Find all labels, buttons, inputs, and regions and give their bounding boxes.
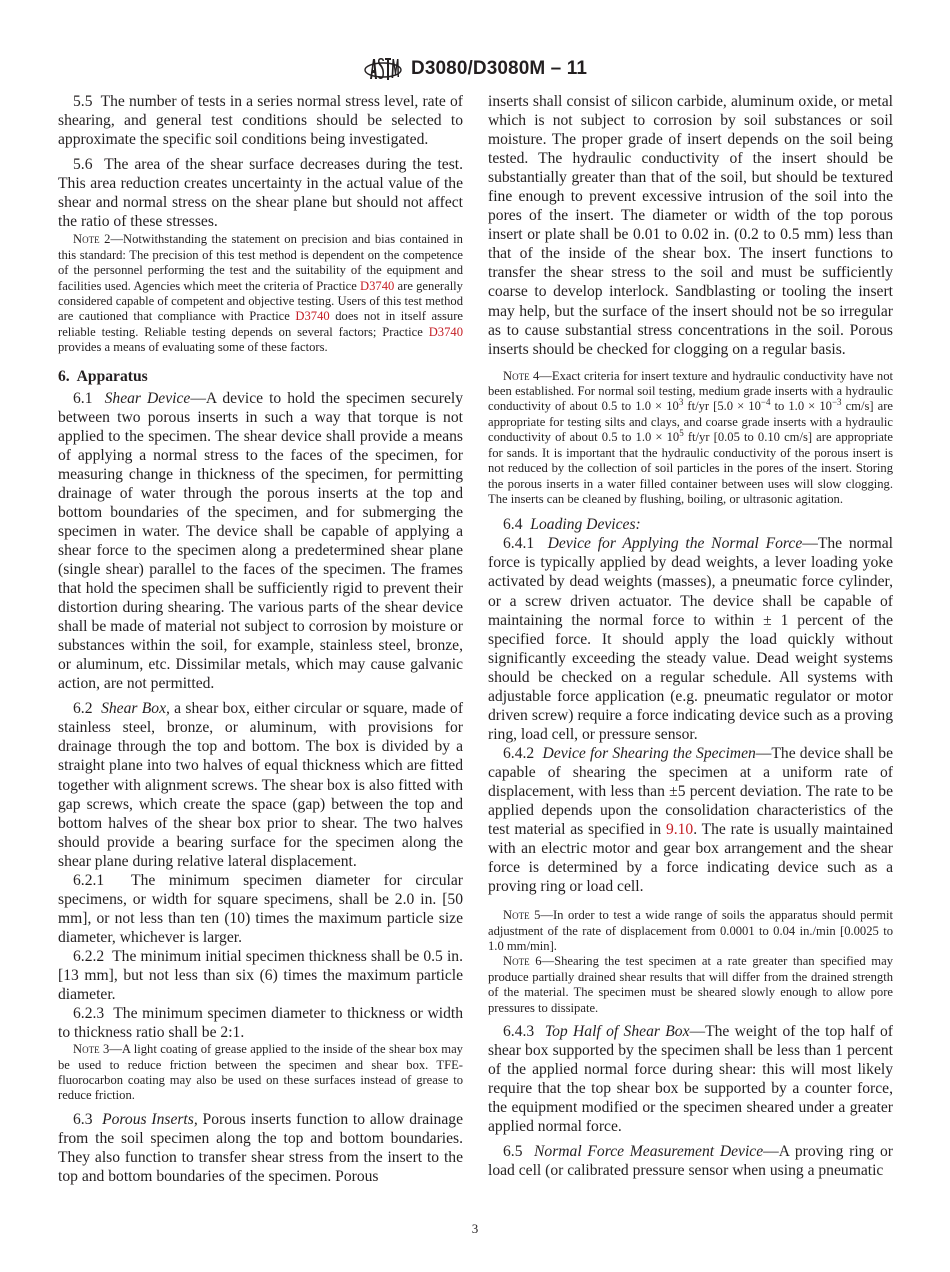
section-title: Loading Devices: — [530, 516, 641, 534]
note-text: provides a means of evaluating some of these factors. — [58, 340, 328, 355]
section-text: a shear box, either circular or square, made of stainless steel, bronze, or aluminum, with provisions for drainage through the top and bottom. The box is divided by a straight plane into two halves of equal thickness which are fitted together with alignment screws. The shear box is also fitted with gap screws, which create the space (gap) between the top and bottom halves of the shear box prior to shear. The two halves should provide a bearing surface for the specimen along the shear plane during relative lateral displacement. — [58, 700, 464, 870]
exponent: 3 — [678, 397, 684, 408]
section-title: Porous Inserts, — [102, 1110, 198, 1128]
section-6-4 — [488, 515, 893, 534]
section-number: 6.2.3 — [73, 1005, 105, 1023]
note-text: cm/s] are appropriate for testing silts and clays, and coarse grade inserts with a hydraulic conductivity of about 0.5 to 1.0 × 10 — [488, 399, 894, 445]
note-text: —Notwithstanding the statement on precision and bias contained in this standard: The precision of this test method is dependent on the competence of the personnel performing the test and the suitability of the equipment and facilities used. Agencies which meet the criteria of Practice — [58, 232, 463, 293]
section-number: 6.2 — [73, 700, 93, 718]
section-title: Top Half of Shear Box — [544, 1023, 690, 1041]
astm-logo-icon — [363, 53, 403, 85]
section-6-1 — [58, 389, 463, 694]
note-2 — [58, 232, 463, 355]
link-d3740[interactable]: D3740 — [428, 324, 463, 339]
link-d3740[interactable]: D3740 — [295, 309, 330, 324]
section-title: Device for Shearing the Specimen — [542, 744, 756, 762]
link-d3740[interactable]: D3740 — [360, 278, 395, 293]
section-6-4-1 — [488, 534, 893, 744]
note-label: Note 2 — [73, 232, 111, 247]
exponent: 5 — [679, 428, 684, 439]
note-text: —In order to test a wide range of soils the apparatus should permit adjustment of the rate of displacement from 0.0001 to 0.04 in./min [0.0025 to 1.0 mm/min]. — [488, 908, 893, 954]
note-text: —Shearing the test specimen at a rate greater than specified may produce partially drained shear results that will differ from the drained strength of the material. The specimen must be sheared slowly enough to allow pore pressures to dissipate. — [488, 954, 893, 1015]
exponent: −3 — [831, 397, 842, 408]
section-6-3 — [58, 1110, 463, 1186]
section-text: The minimum initial specimen thickness shall be 0.5 in. [13 mm], but not less than six (6) times the maximum particle diameter. — [58, 947, 464, 1004]
section-6-heading — [58, 367, 463, 387]
section-number: 5.6 — [73, 156, 93, 174]
note-text: are generally considered capable of competent and objective testing. Users of this test method are cautioned that compliance with Practice — [58, 278, 463, 324]
note-5 — [488, 908, 893, 954]
section-text: —A device to hold the specimen securely between two porous inserts in such a way that torque is not applied to the specimen. The shear device shall provide a means of applying a normal stress to the faces of the specimen, for measuring change in thickness of the specimen, for permitting drainage of water through the porous inserts at the top and bottom boundaries of the specimen, and for submerging the specimen in water. The device shall be capable of applying a shear force to the specimen along a predetermined shear plane (single shear) parallel to the faces of the specimen. The frames that hold the specimen shall be sufficiently rigid to prevent their distortion during shearing. The various parts of the shear device shall be made of material not subject to corrosion by moisture or substances within the soil, for example, stainless steel, bronze, or aluminum, etc. Dissimilar metals, which may cause galvanic action, are not permitted. — [58, 389, 464, 693]
note-label: Note 5 — [503, 908, 541, 923]
section-number: 6.4.1 — [503, 535, 535, 553]
section-text: The minimum specimen diameter for circular specimens, or width for square specimens, shall be 2.0 in. [50 mm], or not less than ten (10) times the maximum particle size diameter, whichever is larger. — [58, 871, 463, 946]
note-text: ft/yr [5.0 × 10 — [683, 399, 761, 414]
section-5-5 — [58, 92, 463, 149]
section-title: Device for Applying the Normal Force — [547, 535, 803, 553]
section-number: 6.4.3 — [503, 1023, 535, 1041]
right-column — [488, 92, 893, 1180]
section-text: The number of tests in a series normal stress level, rate of shearing, and general test conditions should be selected to approximate the specific soil conditions being investigated. — [58, 93, 464, 149]
section-number: 6.4 — [503, 516, 523, 534]
section-text: Porous inserts function to allow drainage from the soil specimen along the top and bottom boundaries. They also function to transfer shear stress from the insert to the top and bottom boundaries of the specimen. Porous — [58, 1110, 463, 1185]
section-title: Shear Device — [104, 389, 191, 407]
section-text: The minimum specimen diameter to thickness or width to thickness ratio shall be 2:1. — [58, 1005, 463, 1042]
section-text: —The normal force is typically applied by dead weights, a lever loading yoke activated by dead weights (masses), a pneumatic force cylinder, or a screw driven actuator. The device shall be capable of maintaining the normal force to within ± 1 percent of the specified force. It should apply the load quickly without significantly exceeding the steady value. Dead weight systems should be checked on a regular schedule. All systems with adjustable force application (e.g. pneumatic regulator or motor driven screw) require a force indicating device such as a proving ring, load cell, or pressure sensor. — [488, 535, 893, 743]
section-number: 6.4.2 — [503, 744, 535, 762]
section-text: The area of the shear surface decreases during the test. This area reduction creates uncertainty in the actual value of the shear and normal stress on the shear plane but should not affect the ratio of these stresses. — [58, 156, 463, 231]
section-text: —A proving ring or load cell (or calibrated pressure sensor when using a pneumatic — [488, 1143, 893, 1180]
note-text: —Exact criteria for insert texture and hydraulic conductivity have not been established. For normal soil testing, medium grade inserts with a hydraulic conductivity of about 0.5 to 1.0 × 10 — [488, 368, 893, 414]
section-6-4-3 — [488, 1022, 893, 1136]
section-5-6 — [58, 155, 463, 231]
section-text: inserts shall consist of silicon carbide, aluminum oxide, or metal which is not subject to corrosion by soil substances or soil moisture. The proper grade of insert depends on the soil being tested. The hydraulic conductivity of the insert should be substantially greater than that of the soil, but should be textured fine enough to prevent excessive intrusion of the soil into the pores of the insert. The diameter or width of the top porous insert or plate shall be 0.01 to 0.02 in. (0.2 to 0.5 mm) less than that of the inside of the shear box. The insert functions to transfer the shear stress to the soil and must be sufficiently coarse to develop interlock. Sandblasting or tooling the insert may help, but the surface of the insert should not be so irregular as to cause substantial stress concentrations in the soil. Porous inserts should be checked for clogging on a regular basis. — [488, 93, 893, 358]
section-title: Normal Force Measurement Device — [534, 1143, 764, 1161]
section-number: 6.2.2 — [73, 947, 105, 965]
section-6-2-3 — [58, 1004, 463, 1042]
section-number: 6.2.1 — [73, 871, 105, 889]
note-text: to 1.0 × 10 — [770, 399, 832, 414]
section-title: Shear Box, — [101, 700, 170, 718]
note-text: does not in itself assure reliable testing. Reliable testing depends on several factors; Practice — [58, 309, 463, 339]
section-6-2 — [58, 699, 463, 870]
section-6-3-continued — [488, 92, 893, 359]
heading-title: Apparatus — [76, 367, 148, 385]
section-6-5 — [488, 1142, 893, 1180]
note-3 — [58, 1042, 463, 1104]
section-number: 6.5 — [503, 1143, 523, 1161]
note-4 — [488, 369, 893, 508]
left-column — [58, 92, 463, 1186]
note-6 — [488, 954, 893, 1016]
page-number: 3 — [471, 1221, 479, 1236]
section-6-2-2 — [58, 947, 463, 1004]
document-id: D3080/D3080M – 11 — [411, 58, 587, 79]
section-number: 5.5 — [73, 93, 93, 110]
section-6-4-2 — [488, 744, 893, 896]
exponent: −4 — [760, 397, 771, 408]
section-6-2-1 — [58, 871, 463, 947]
section-text: —The weight of the top half of shear box supported by the specimen shall be less than 1 percent of the applied normal force during shear: this will most likely require that the top shear box be supported by a counter force, the equipment modified or the specimen sheared under a greater applied normal force. — [488, 1023, 894, 1136]
section-number: 6.1 — [73, 389, 93, 407]
section-number: 6.3 — [73, 1110, 93, 1128]
note-label: Note 6 — [503, 954, 542, 969]
note-label: Note 4 — [503, 368, 540, 383]
page-header — [0, 52, 950, 86]
note-text: —A light coating of grease applied to the inside of the shear box may be used to reduce friction between the specimen and shear box. TFE-fluorocarbon coating may also be used on these surfaces instead of grease to reduce friction. — [58, 1042, 463, 1103]
section-text: . The rate is usually maintained with an electric motor and gear box arrangement and the shear force is determined by a force indicating device such as a proving ring or load cell. — [488, 821, 893, 896]
note-label: Note 3 — [73, 1042, 110, 1057]
section-text: —The device shall be capable of shearing the specimen at a uniform rate of displacement, with less than ±5 percent deviation. The rate to be applied depends upon the consolidation characteristics of the test material as specified in — [488, 744, 893, 839]
heading-number: 6. — [58, 367, 70, 385]
note-text: ft/yr [0.05 to 0.10 cm/s] are appropriate for sands. It is important that the hydraulic conductivity of the porous insert is not reduced by the collection of soil particles in the pores of the insert. Storing the porous inserts in a water filled container between uses will slow clogging. The inserts can be cleaned by flushing, boiling, or ultrasonic agitation. — [488, 430, 893, 506]
link-section-9-10[interactable]: 9.10 — [665, 821, 694, 839]
